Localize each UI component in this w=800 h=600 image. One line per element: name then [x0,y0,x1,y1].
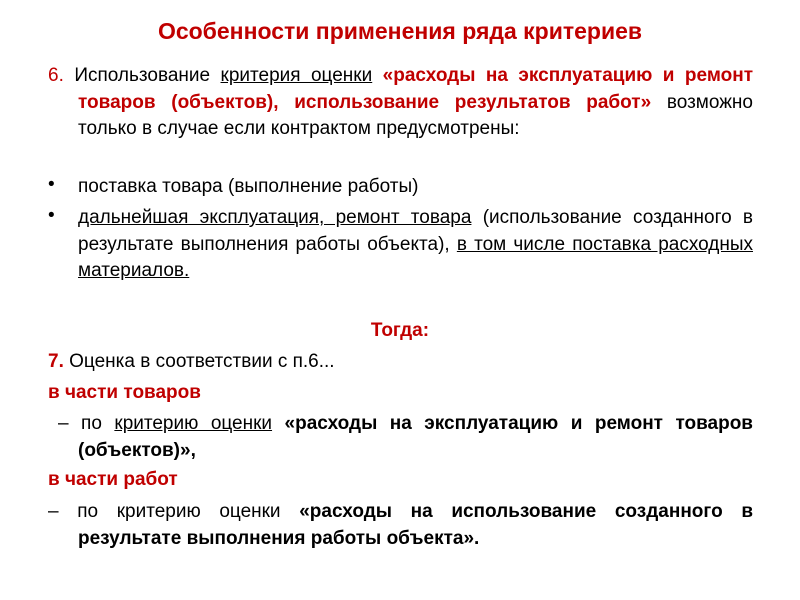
bullet-2-underlined-b: в том числе поставка расходных материалов. [78,233,753,281]
bullet-2-text: (использование созданного в результате выполнения работы объекта), [78,207,754,255]
goods-prefix: по [81,413,102,434]
item-7-line [48,349,335,375]
item-6-text-b: возможно только в случае если контрактом предусмотрены: [78,91,753,139]
bullet-item-1: поставка товара (выполнение работы) [78,176,419,197]
goods-criterion: критерию оценки [114,413,273,434]
item-6-quoted: «расходы на эксплуатацию и ремонт товаров (объектов), использование результатов работ» [78,65,754,113]
slide-title: Особенности применения ряда критериев [157,18,643,44]
item-6-text-a: Использование [74,65,221,86]
item-7-text: Оценка в соответствии с п.6... [63,351,335,372]
works-dash: – [48,501,59,522]
bullet-item-2 [78,205,753,285]
bullet-marker: • [48,205,55,226]
item-6-number: 6. [48,65,64,86]
goods-heading: в части товаров [48,382,201,403]
goods-quoted: «расходы на эксплуатацию и ремонт товаров (объектов)», [78,413,753,461]
goods-paragraph [48,411,753,464]
then-label: Тогда: [370,320,430,341]
works-paragraph [48,499,753,552]
item-6-paragraph [48,63,753,143]
goods-dash: – [58,413,69,434]
works-prefix: по критерию оценки [77,501,281,522]
item-6-criterion: критерия оценки [220,65,373,86]
item-7-number: 7. [48,351,64,372]
works-heading: в части работ [48,469,178,490]
works-quoted: «расходы на использование созданного в результате выполнения работы объекта». [78,501,753,549]
bullet-2-underlined-a: дальнейшая эксплуатация, ремонт товара [78,207,472,228]
bullet-marker: • [48,174,55,195]
